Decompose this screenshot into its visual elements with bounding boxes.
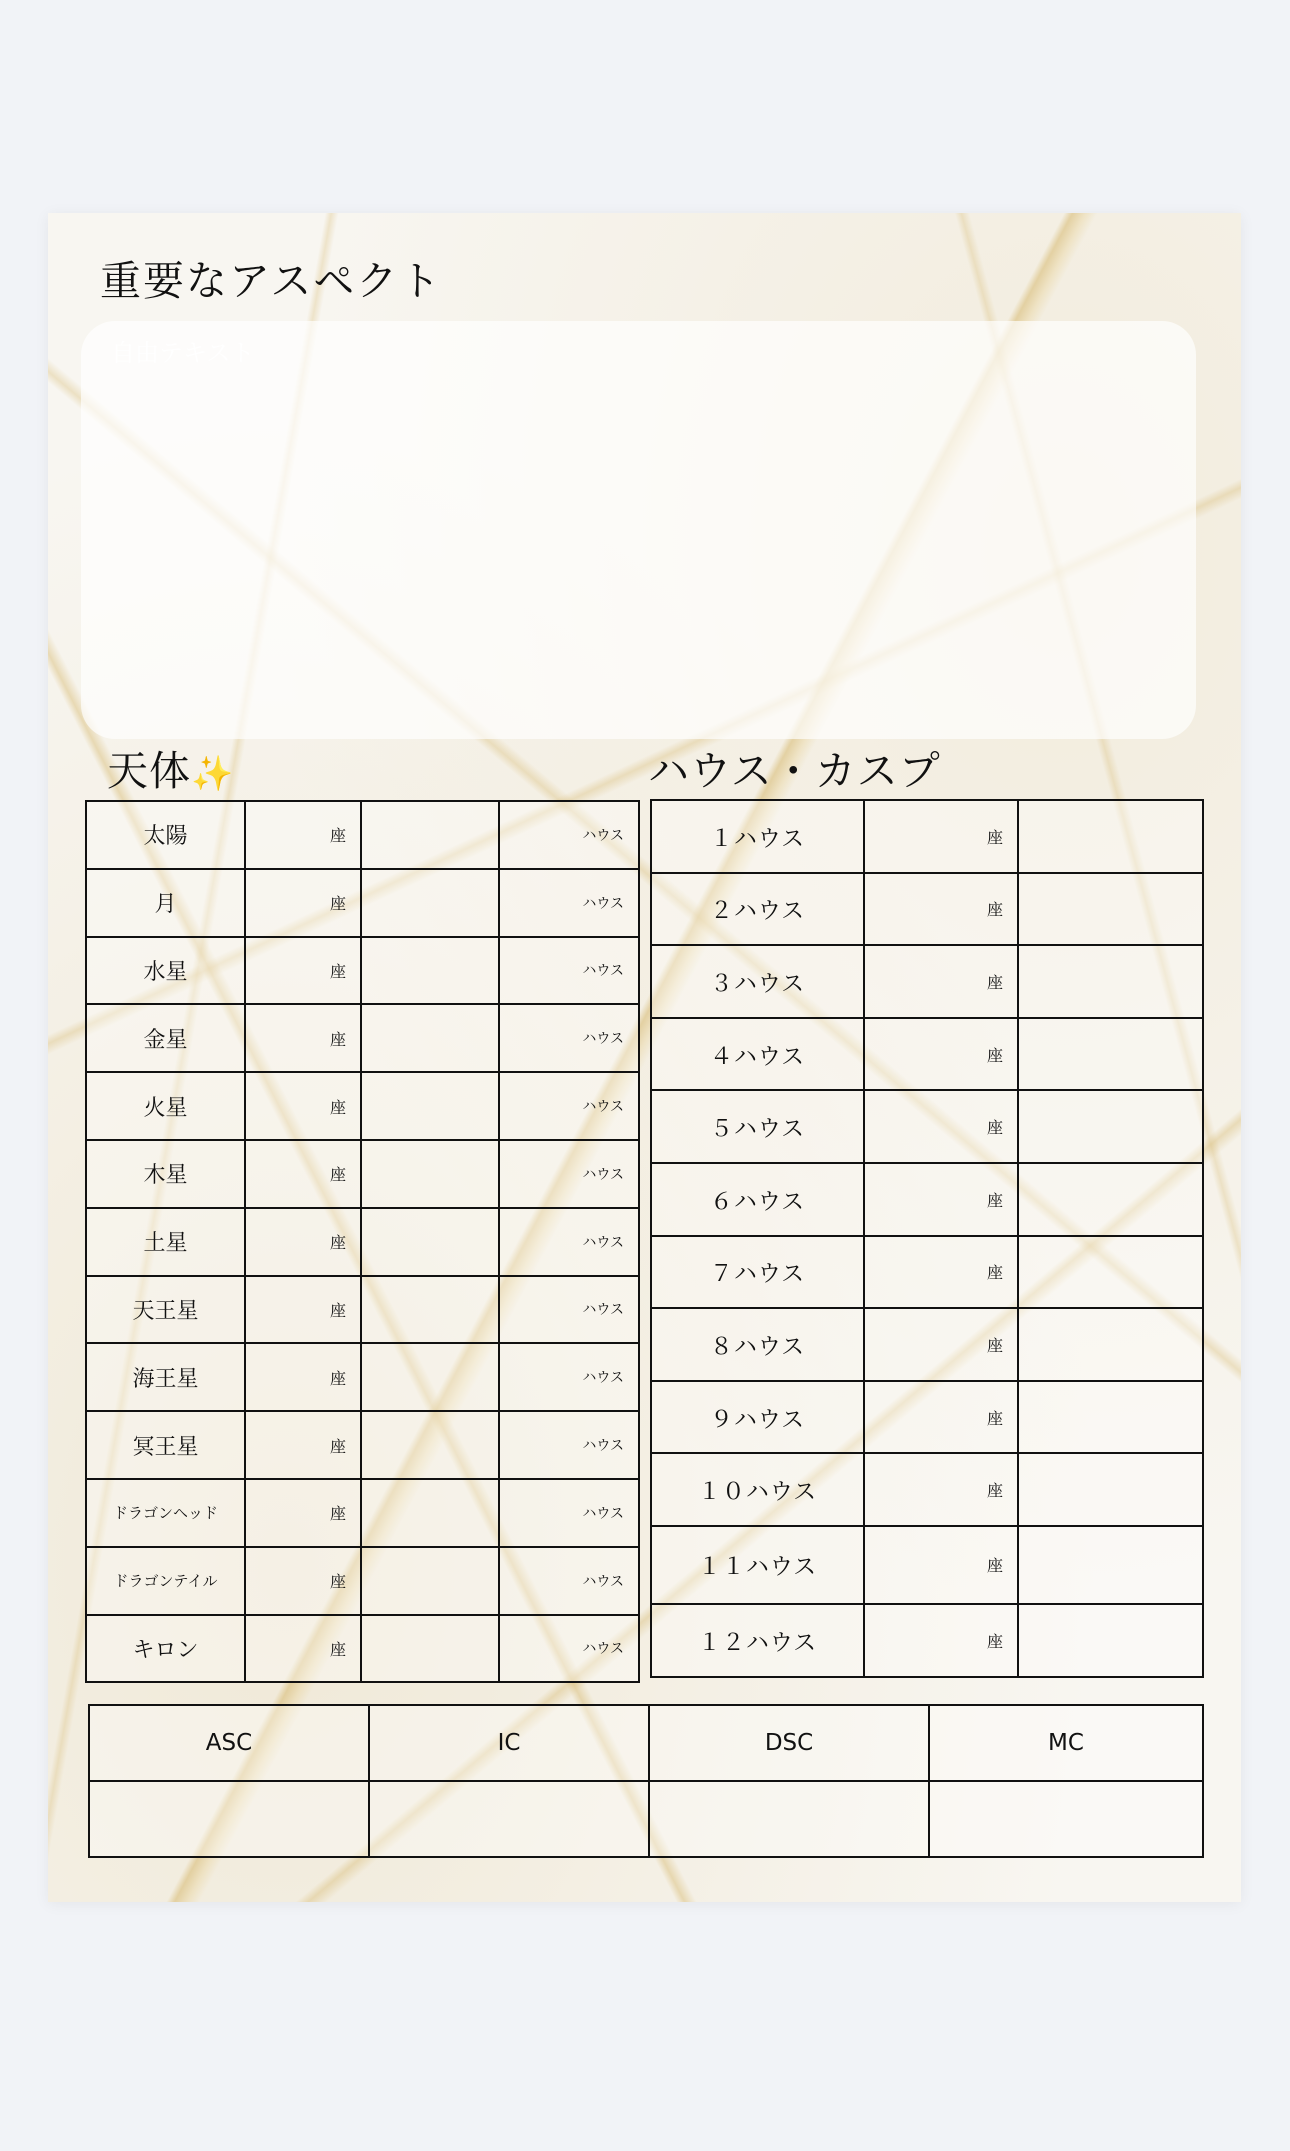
planet-row <box>86 1479 639 1547</box>
planet-sign-cell[interactable]: 座 <box>245 1411 361 1479</box>
house-degree-cell[interactable] <box>1018 1236 1203 1309</box>
house-name: ９ハウス <box>651 1381 864 1454</box>
house-name: １１ハウス <box>651 1526 864 1604</box>
planet-degree-cell[interactable] <box>361 1208 499 1276</box>
planet-house-cell[interactable]: ハウス <box>499 1479 639 1547</box>
planet-degree-cell[interactable] <box>361 1004 499 1072</box>
house-sign-cell[interactable]: 座 <box>864 1236 1018 1309</box>
aspects-title: 重要なアスペクト <box>100 257 443 305</box>
planet-row <box>86 1615 639 1683</box>
house-degree-cell[interactable] <box>1018 1090 1203 1163</box>
house-name: １０ハウス <box>651 1453 864 1526</box>
planet-house-cell[interactable]: ハウス <box>499 1004 639 1072</box>
house-row <box>651 1381 1203 1454</box>
planet-house-cell[interactable]: ハウス <box>499 1615 639 1683</box>
angles-value-row <box>89 1781 1203 1857</box>
planet-degree-cell[interactable] <box>361 937 499 1005</box>
house-row <box>651 800 1203 873</box>
house-name: ５ハウス <box>651 1090 864 1163</box>
planet-name: ドラゴンヘッド <box>86 1479 245 1547</box>
planet-house-cell[interactable]: ハウス <box>499 801 639 869</box>
planet-name: 木星 <box>86 1140 245 1208</box>
planet-sign-cell[interactable]: 座 <box>245 1072 361 1140</box>
angle-header-asc: ASC <box>89 1705 369 1781</box>
planet-sign-cell[interactable]: 座 <box>245 1276 361 1344</box>
planet-sign-cell[interactable]: 座 <box>245 801 361 869</box>
angle-header-dsc: DSC <box>649 1705 929 1781</box>
planet-row <box>86 869 639 937</box>
house-row <box>651 1526 1203 1604</box>
house-degree-cell[interactable] <box>1018 1453 1203 1526</box>
house-name: ４ハウス <box>651 1018 864 1091</box>
planet-name: 月 <box>86 869 245 937</box>
angle-value-dsc[interactable] <box>649 1781 929 1857</box>
planet-house-cell[interactable]: ハウス <box>499 1140 639 1208</box>
house-sign-cell[interactable]: 座 <box>864 1604 1018 1677</box>
aspects-text-box[interactable] <box>81 321 1196 739</box>
house-sign-cell[interactable]: 座 <box>864 800 1018 873</box>
house-degree-cell[interactable] <box>1018 1018 1203 1091</box>
planet-house-cell[interactable]: ハウス <box>499 1208 639 1276</box>
planet-row <box>86 1276 639 1344</box>
house-name: ３ハウス <box>651 945 864 1018</box>
house-degree-cell[interactable] <box>1018 1604 1203 1677</box>
house-degree-cell[interactable] <box>1018 873 1203 946</box>
house-degree-cell[interactable] <box>1018 945 1203 1018</box>
houses-table <box>650 799 1204 1678</box>
planet-sign-cell[interactable]: 座 <box>245 1004 361 1072</box>
house-degree-cell[interactable] <box>1018 1381 1203 1454</box>
planet-sign-cell[interactable]: 座 <box>245 937 361 1005</box>
planet-row <box>86 1208 639 1276</box>
house-degree-cell[interactable] <box>1018 1308 1203 1381</box>
planet-row <box>86 1343 639 1411</box>
planet-name: 太陽 <box>86 801 245 869</box>
house-row <box>651 1236 1203 1309</box>
planet-sign-cell[interactable]: 座 <box>245 1479 361 1547</box>
planet-row <box>86 1547 639 1615</box>
planet-degree-cell[interactable] <box>361 801 499 869</box>
planet-row <box>86 1411 639 1479</box>
sparkles-icon: ✨ <box>191 754 235 794</box>
house-sign-cell[interactable]: 座 <box>864 1381 1018 1454</box>
planet-house-cell[interactable]: ハウス <box>499 1343 639 1411</box>
angles-header-row <box>89 1705 1203 1781</box>
house-sign-cell[interactable]: 座 <box>864 873 1018 946</box>
angles-table <box>88 1704 1204 1858</box>
house-name: １ハウス <box>651 800 864 873</box>
house-sign-cell[interactable]: 座 <box>864 1308 1018 1381</box>
house-sign-cell[interactable]: 座 <box>864 945 1018 1018</box>
planet-name: 海王星 <box>86 1343 245 1411</box>
house-degree-cell[interactable] <box>1018 1526 1203 1604</box>
planet-house-cell[interactable]: ハウス <box>499 937 639 1005</box>
house-row <box>651 1018 1203 1091</box>
angle-value-ic[interactable] <box>369 1781 649 1857</box>
planet-house-cell[interactable]: ハウス <box>499 1276 639 1344</box>
house-degree-cell[interactable] <box>1018 1163 1203 1236</box>
house-sign-cell[interactable]: 座 <box>864 1018 1018 1091</box>
house-sign-cell[interactable]: 座 <box>864 1163 1018 1236</box>
angle-header-ic: IC <box>369 1705 649 1781</box>
planet-house-cell[interactable]: ハウス <box>499 1072 639 1140</box>
planet-name: 冥王星 <box>86 1411 245 1479</box>
planet-sign-cell[interactable]: 座 <box>245 1343 361 1411</box>
planet-degree-cell[interactable] <box>361 1072 499 1140</box>
planets-table <box>85 800 640 1683</box>
planet-sign-cell[interactable]: 座 <box>245 1547 361 1615</box>
house-sign-cell[interactable]: 座 <box>864 1453 1018 1526</box>
house-row <box>651 1453 1203 1526</box>
planet-house-cell[interactable]: ハウス <box>499 869 639 937</box>
planet-degree-cell[interactable] <box>361 1479 499 1547</box>
planet-degree-cell[interactable] <box>361 1615 499 1683</box>
angle-header-mc: MC <box>929 1705 1203 1781</box>
planet-name: キロン <box>86 1615 245 1683</box>
house-name: ８ハウス <box>651 1308 864 1381</box>
house-name: ７ハウス <box>651 1236 864 1309</box>
planet-degree-cell[interactable] <box>361 1547 499 1615</box>
planet-sign-cell[interactable]: 座 <box>245 1140 361 1208</box>
planet-name: 金星 <box>86 1004 245 1072</box>
planet-row <box>86 801 639 869</box>
houses-heading: ハウス・カスプ <box>648 747 941 795</box>
house-row <box>651 1090 1203 1163</box>
house-row <box>651 1604 1203 1677</box>
house-sign-cell[interactable]: 座 <box>864 1090 1018 1163</box>
aspects-text-placeholder: 自由テキスト <box>111 339 255 367</box>
house-name: ２ハウス <box>651 873 864 946</box>
planet-house-cell[interactable]: ハウス <box>499 1547 639 1615</box>
planet-name: 天王星 <box>86 1276 245 1344</box>
planet-degree-cell[interactable] <box>361 1411 499 1479</box>
planet-degree-cell[interactable] <box>361 1276 499 1344</box>
house-name: ６ハウス <box>651 1163 864 1236</box>
planet-name: 土星 <box>86 1208 245 1276</box>
planets-heading-label: 天体 <box>107 747 191 795</box>
planet-row <box>86 1004 639 1072</box>
planet-name: 水星 <box>86 937 245 1005</box>
planets-heading <box>107 746 234 799</box>
planet-sign-cell[interactable]: 座 <box>245 1208 361 1276</box>
planet-sign-cell[interactable]: 座 <box>245 869 361 937</box>
planet-sign-cell[interactable]: 座 <box>245 1615 361 1683</box>
angle-value-mc[interactable] <box>929 1781 1203 1857</box>
house-name: １２ハウス <box>651 1604 864 1677</box>
planet-name: 火星 <box>86 1072 245 1140</box>
planet-name: ドラゴンテイル <box>86 1547 245 1615</box>
house-row <box>651 1308 1203 1381</box>
house-row <box>651 1163 1203 1236</box>
planet-house-cell[interactable]: ハウス <box>499 1411 639 1479</box>
house-row <box>651 873 1203 946</box>
planet-degree-cell[interactable] <box>361 1343 499 1411</box>
house-sign-cell[interactable]: 座 <box>864 1526 1018 1604</box>
planet-row <box>86 1140 639 1208</box>
planet-degree-cell[interactable] <box>361 869 499 937</box>
planet-row <box>86 1072 639 1140</box>
house-row <box>651 945 1203 1018</box>
planet-row <box>86 937 639 1005</box>
angle-value-asc[interactable] <box>89 1781 369 1857</box>
planet-degree-cell[interactable] <box>361 1140 499 1208</box>
house-degree-cell[interactable] <box>1018 800 1203 873</box>
